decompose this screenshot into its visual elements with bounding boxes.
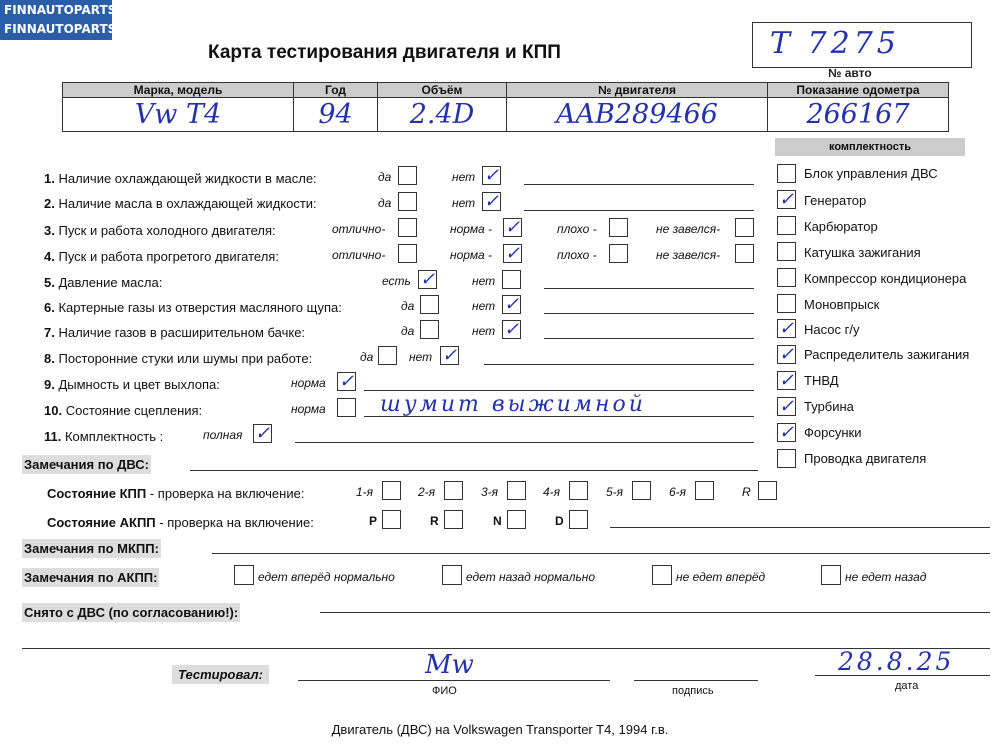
- akpp-no-forward-checkbox[interactable]: [652, 565, 672, 585]
- completeness-checkbox[interactable]: [777, 294, 796, 313]
- question-row: 11. Комплектность :: [44, 429, 164, 444]
- q9-note-line: [364, 390, 754, 391]
- completeness-item-label: Блок управления ДВС: [804, 166, 938, 181]
- q3-bad-checkbox[interactable]: [609, 218, 628, 237]
- completeness-item-label: Карбюратор: [804, 219, 878, 234]
- question-row: 9. Дымность и цвет выхлопа:: [44, 377, 220, 392]
- question-row: 6. Картерные газы из отверстия масляного щупа:: [44, 300, 342, 315]
- akpp-gear-label: N: [493, 514, 502, 528]
- q1-yes-checkbox[interactable]: [398, 166, 417, 185]
- spec-header: Год: [294, 83, 378, 98]
- option-yes: да: [378, 170, 392, 184]
- option-full: полная: [203, 428, 243, 442]
- kpp-gear-label: 2-я: [418, 485, 436, 499]
- kpp-row-label: Состояние КПП - проверка на включение:: [47, 486, 305, 501]
- date-label: дата: [895, 680, 919, 692]
- option-no: нет: [452, 170, 476, 184]
- kpp-gear-checkbox[interactable]: [695, 481, 714, 500]
- photo-caption: Двигатель (ДВС) на Volkswagen Transporter T4, 1994 г.в.: [331, 722, 669, 737]
- akpp-row-label: Состояние АКПП - проверка на включение:: [47, 515, 314, 530]
- akpp-forward-ok-label: едет вперёд нормально: [258, 570, 395, 584]
- completeness-checkbox[interactable]: [777, 164, 796, 183]
- spec-value-model: Vw T4: [63, 98, 294, 132]
- kpp-gear-label: R: [742, 485, 751, 499]
- akpp-no-backward-checkbox[interactable]: [821, 565, 841, 585]
- spec-header: Показание одометра: [768, 83, 949, 98]
- q8-yes-checkbox[interactable]: [378, 346, 397, 365]
- q6-no-checkbox[interactable]: ✓: [503, 294, 520, 315]
- q5-no-checkbox[interactable]: [502, 270, 521, 289]
- brand-logo: [0, 0, 117, 40]
- q8-note-line: [484, 364, 754, 365]
- signature-label: подпись: [672, 685, 714, 697]
- completeness-header: комплектность: [775, 138, 965, 156]
- engine-remarks-label: Замечания по ДВС:: [24, 457, 149, 472]
- completeness-item-label: Проводка двигателя: [804, 451, 927, 466]
- completeness-item-label: Распределитель зажигания: [804, 347, 970, 362]
- form-title: Карта тестирования двигателя и КПП: [208, 42, 561, 63]
- q4-excellent-checkbox[interactable]: [398, 244, 417, 263]
- option-no-start: не завелся-: [656, 222, 721, 236]
- akpp-backward-ok-label: едет назад нормально: [466, 570, 596, 584]
- akpp-no-backward-label: не едет назад: [845, 570, 927, 584]
- option-no: нет: [472, 299, 496, 313]
- akpp-no-forward-label: не едет вперёд: [676, 570, 766, 584]
- completeness-item-label: Катушка зажигания: [804, 245, 921, 260]
- completeness-checkbox[interactable]: [777, 268, 796, 287]
- completeness-checkbox[interactable]: ✓: [778, 318, 795, 339]
- vehicle-spec-table: [62, 82, 949, 132]
- signature-line[interactable]: [634, 680, 758, 681]
- question-row: 2. Наличие масла в охлаждающей жидкости:: [44, 196, 317, 211]
- option-normal: норма: [291, 402, 326, 416]
- q1-no-checkbox[interactable]: ✓: [483, 165, 500, 186]
- kpp-gear-label: 5-я: [606, 485, 624, 499]
- q10-note: шумит выжимной: [380, 392, 646, 417]
- kpp-gear-label: 3-я: [481, 485, 499, 499]
- q2-yes-checkbox[interactable]: [398, 192, 417, 211]
- removed-line-1[interactable]: [320, 612, 990, 613]
- akpp-gear-checkbox[interactable]: [444, 510, 463, 529]
- kpp-gear-label: 4-я: [543, 485, 561, 499]
- option-bad: плохо -: [557, 222, 597, 236]
- q3-excellent-checkbox[interactable]: [398, 218, 417, 237]
- q10-normal-checkbox[interactable]: [337, 398, 356, 417]
- spec-value-odometer: 266167: [768, 98, 949, 132]
- option-no: нет: [472, 324, 496, 338]
- question-row: 3. Пуск и работа холодного двигателя:: [44, 223, 276, 238]
- logo-line-2: FINNAUTOPARTS: [4, 22, 117, 36]
- kpp-gear-checkbox[interactable]: [758, 481, 777, 500]
- mkpp-remarks-label: Замечания по МКПП:: [24, 541, 159, 556]
- kpp-gear-checkbox[interactable]: [382, 481, 401, 500]
- option-no: нет: [472, 274, 496, 288]
- mkpp-remarks-line[interactable]: [212, 553, 990, 554]
- date-value: 28.8.25: [838, 647, 955, 676]
- q11-full-checkbox[interactable]: ✓: [254, 423, 271, 444]
- akpp-gear-checkbox[interactable]: [382, 510, 401, 529]
- completeness-checkbox[interactable]: ✓: [778, 344, 795, 365]
- tested-label: Тестировал:: [172, 665, 269, 684]
- kpp-gear-label: 1-я: [356, 485, 374, 499]
- completeness-item-label: Моновпрыск: [804, 297, 880, 312]
- akpp-gear-label: P: [369, 514, 378, 528]
- completeness-item-label: Компрессор кондиционера: [804, 271, 967, 286]
- fio-label: ФИО: [432, 685, 457, 697]
- completeness-item-label: ТНВД: [804, 373, 839, 388]
- completeness-item-label: Форсунки: [804, 425, 862, 440]
- option-yes: да: [360, 350, 374, 364]
- q9-normal-checkbox[interactable]: ✓: [338, 371, 355, 392]
- handwritten-signature: Mw: [425, 650, 474, 680]
- akpp-gear-label: D: [555, 514, 564, 528]
- option-normal: норма: [291, 376, 326, 390]
- spec-value-engine-number: AAB289466: [507, 98, 768, 132]
- option-excellent: отлично-: [332, 222, 386, 236]
- logo-line-1: FINNAUTOPARTS: [4, 3, 117, 17]
- akpp-note-line: [610, 527, 990, 528]
- option-yes: да: [378, 196, 392, 210]
- kpp-gear-label: 6-я: [669, 485, 687, 499]
- question-row: 8. Посторонние стуки или шумы при работе:: [44, 351, 313, 366]
- completeness-checkbox[interactable]: [777, 216, 796, 235]
- q3-normal-checkbox[interactable]: ✓: [504, 217, 521, 238]
- q7-yes-checkbox[interactable]: [420, 320, 439, 339]
- q2-no-checkbox[interactable]: ✓: [483, 191, 500, 212]
- akpp-gear-checkbox[interactable]: [507, 510, 526, 529]
- spec-value-year: 94: [294, 98, 378, 132]
- kpp-gear-checkbox[interactable]: [632, 481, 651, 500]
- q7-note-line: [544, 338, 754, 339]
- option-bad: плохо -: [557, 248, 597, 262]
- q2-note-line: [524, 210, 754, 211]
- q4-no-start-checkbox[interactable]: [735, 244, 754, 263]
- q6-yes-checkbox[interactable]: [420, 295, 439, 314]
- q3-no-start-checkbox[interactable]: [735, 218, 754, 237]
- question-row: 5. Давление масла:: [44, 275, 163, 290]
- question-row: 7. Наличие газов в расширительном бачке:: [44, 325, 306, 340]
- removed-label: Снято с ДВС (по согласованию!):: [24, 605, 239, 620]
- fio-line[interactable]: [298, 680, 610, 681]
- akpp-forward-ok-checkbox[interactable]: [234, 565, 254, 585]
- akpp-gear-checkbox[interactable]: [569, 510, 588, 529]
- akpp-remarks-label: Замечания по АКПП:: [24, 570, 158, 585]
- option-no-start: не завелся-: [656, 248, 721, 262]
- completeness-item-label: Турбина: [804, 399, 854, 414]
- option-normal: норма -: [450, 222, 493, 236]
- spec-value-volume: 2.4D: [378, 98, 507, 132]
- q4-bad-checkbox[interactable]: [609, 244, 628, 263]
- completeness-item-label: Генератор: [804, 193, 867, 208]
- akpp-backward-ok-checkbox[interactable]: [442, 565, 462, 585]
- kpp-gear-checkbox[interactable]: [444, 481, 463, 500]
- question-row: 10. Состояние сцепления:: [44, 403, 203, 418]
- option-normal: норма -: [450, 248, 493, 262]
- auto-number-value: T 7275: [770, 26, 900, 61]
- completeness-checkbox[interactable]: [777, 242, 796, 261]
- q4-normal-checkbox[interactable]: ✓: [504, 243, 521, 264]
- option-present: есть: [382, 274, 411, 288]
- q5-present-checkbox[interactable]: ✓: [419, 269, 436, 290]
- option-yes: да: [401, 299, 415, 313]
- q11-note-line: [295, 442, 754, 443]
- kpp-gear-checkbox[interactable]: [507, 481, 526, 500]
- option-yes: да: [401, 324, 415, 338]
- q1-note-line: [524, 184, 754, 185]
- option-no: нет: [409, 350, 433, 364]
- option-excellent: отлично-: [332, 248, 386, 262]
- spec-header: Марка, модель: [63, 83, 294, 98]
- question-row: 1. Наличие охлаждающей жидкости в масле:: [44, 171, 317, 186]
- q8-no-checkbox[interactable]: ✓: [441, 345, 458, 366]
- completeness-checkbox[interactable]: [777, 449, 796, 468]
- spec-header: Объём: [378, 83, 507, 98]
- auto-number-label: № авто: [828, 66, 872, 80]
- completeness-checkbox[interactable]: ✓: [778, 396, 795, 417]
- completeness-item-label: Насос г/у: [804, 322, 860, 337]
- kpp-gear-checkbox[interactable]: [569, 481, 588, 500]
- q5-note-line: [544, 288, 754, 289]
- completeness-checkbox[interactable]: ✓: [778, 370, 795, 391]
- akpp-gear-label: R: [430, 514, 439, 528]
- completeness-checkbox[interactable]: ✓: [778, 422, 795, 443]
- q7-no-checkbox[interactable]: ✓: [503, 319, 520, 340]
- q6-note-line: [544, 313, 754, 314]
- completeness-checkbox[interactable]: ✓: [778, 189, 795, 210]
- spec-header: № двигателя: [507, 83, 768, 98]
- question-row: 4. Пуск и работа прогретого двигателя:: [44, 249, 279, 264]
- engine-remarks-line[interactable]: [190, 470, 758, 471]
- option-no: нет: [452, 196, 476, 210]
